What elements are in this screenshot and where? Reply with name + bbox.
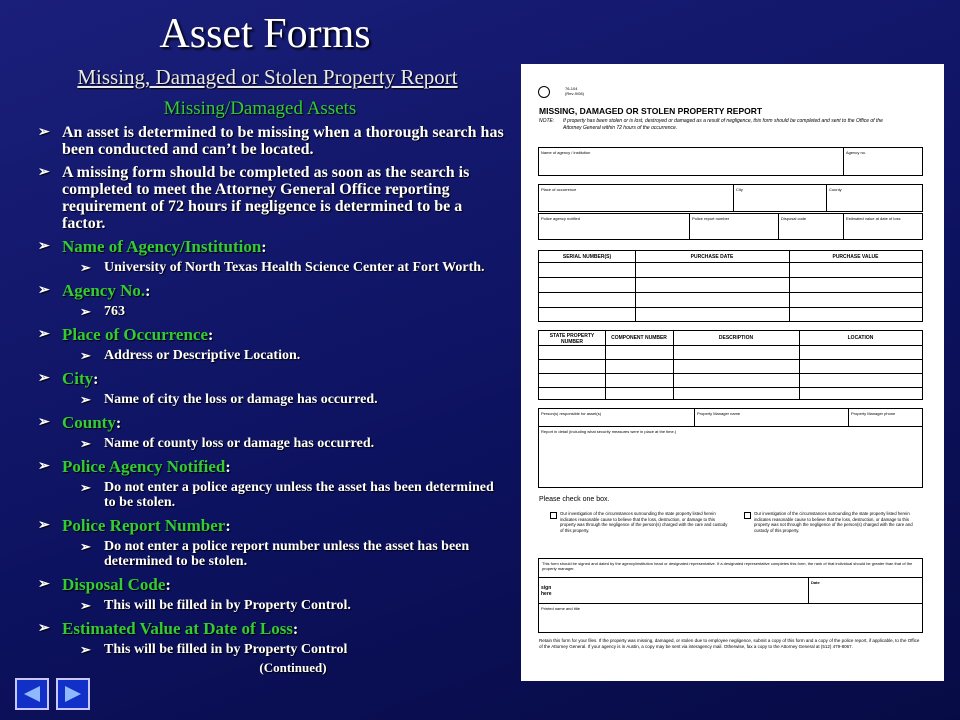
serial-number-table <box>538 250 923 322</box>
bullet-item <box>38 164 508 232</box>
field-persons-responsible: Person(s) responsible for asset(s) <box>538 408 695 427</box>
sub-bullet-item <box>80 304 508 319</box>
column-header: COMPONENT NUMBER <box>611 335 667 341</box>
field-disposal-code: Disposal code <box>778 213 844 240</box>
arrow-bullet-icon: ➢ <box>80 348 91 363</box>
sub-bullet-item <box>80 392 508 407</box>
sub-bullet-text: Do not enter a police agency unless the asset has been determined to be stolen. <box>104 480 494 510</box>
column-header: PURCHASE DATE <box>690 254 734 260</box>
arrow-bullet-icon: ➢ <box>80 436 91 451</box>
field-label: Name of Agency/Institution <box>62 237 262 256</box>
triangle-right-icon <box>63 685 83 703</box>
property-report-form-image <box>521 64 944 681</box>
check-right-text: Our investigation of the circumstances surrounding the state property listed herein indicates reasonable cause to believe that the loss, destruction, or damage to this property was not through the negligence of the person(s) charged with the care and custody of this property. <box>754 511 913 533</box>
arrow-bullet-icon: ➢ <box>38 621 50 636</box>
section-heading: Missing/Damaged Assets <box>163 98 357 119</box>
sub-bullet-text: Do not enter a police report number unless the asset has been determined to be stolen. <box>104 539 470 569</box>
field-label: Police Report Number <box>62 516 226 535</box>
field-police-report-number: Police report number <box>689 213 779 240</box>
sub-bullet-item <box>80 480 508 510</box>
slide-subtitle: Missing, Damaged or Stolen Property Report <box>77 65 458 89</box>
form-revision: (Rev-9/08) <box>565 91 584 96</box>
previous-slide-button[interactable] <box>15 678 49 710</box>
sub-bullet-text: This will be filled in by Property Control <box>104 642 348 657</box>
sub-bullet-text: 763 <box>104 304 125 319</box>
arrow-bullet-icon: ➢ <box>38 577 50 592</box>
bullet-item: ➢ Place of Occurrence: <box>38 325 214 344</box>
arrow-bullet-icon: ➢ <box>80 304 91 319</box>
bullet-item: ➢ Estimated Value at Date of Loss: <box>38 619 299 638</box>
sub-bullet-item <box>80 260 508 275</box>
field-label: Disposal Code <box>62 575 166 594</box>
column-header: PURCHASE VALUE <box>832 254 879 260</box>
field-property-manager-name: Property Manager name <box>694 408 849 427</box>
form-footer: Retain this form for your files. If the property was missing, damaged, or stolen due to employee negligence, submit a copy of this form and a copy of the police report, if applicable, to the Office of the Attorney General. If your agency is in Austin, a copy may be sent via interagency mail. Otherwise, fax a copy to the Attorney General at (512) 479-8067. <box>539 638 920 649</box>
checkbox-negligence <box>550 512 557 519</box>
field-agency-no: Agency no. <box>843 147 923 176</box>
field-estimated-value: Estimated value at date of loss <box>843 213 923 240</box>
form-note: If property has been stolen or is lost, destroyed or damaged as a result of negligence, this form should be completed and sent to the Office of the Attorney General within 72 hours of the occurrence. <box>563 118 883 131</box>
field-report-detail: Report in detail (including what security measures were in place at the time.) <box>538 426 923 488</box>
field-place-of-occurrence: Place of occurrence <box>538 184 734 212</box>
arrow-bullet-icon: ➢ <box>38 283 50 298</box>
arrow-bullet-icon: ➢ <box>80 480 91 495</box>
arrow-bullet-icon: ➢ <box>38 371 50 386</box>
check-instructions: Please check one box. <box>539 496 610 503</box>
sub-bullet-item <box>80 642 508 657</box>
bullet-text: An asset is determined to be missing when a thorough search has been conducted and can’t be located. <box>62 124 504 158</box>
arrow-bullet-icon: ➢ <box>38 165 50 180</box>
arrow-bullet-icon: ➢ <box>80 260 91 275</box>
form-heading: MISSING, DAMAGED OR STOLEN PROPERTY REPORT <box>539 106 763 116</box>
arrow-bullet-icon: ➢ <box>80 598 91 613</box>
signature-note-box: This form should be signed and dated by the agency/institution head or designated representative. If a designated representative completes this form, the rank of that individual should be greater than that of the property manager. <box>538 558 923 578</box>
sub-bullet-text: Name of county loss or damage has occurred. <box>104 436 375 451</box>
field-property-manager-phone: Property Manager phone <box>848 408 923 427</box>
sub-bullet-text: University of North Texas Health Science Center at Fort Worth. <box>104 260 485 275</box>
field-label: Agency No. <box>62 281 146 300</box>
triangle-left-icon <box>22 685 42 703</box>
sub-bullet-item <box>80 598 508 613</box>
arrow-bullet-icon: ➢ <box>38 459 50 474</box>
bullet-item: ➢ County: <box>38 413 122 432</box>
field-label: Estimated Value at Date of Loss <box>62 619 293 638</box>
arrow-bullet-icon: ➢ <box>38 125 50 140</box>
column-header: DESCRIPTION <box>718 335 754 341</box>
sub-bullet-item <box>80 348 508 363</box>
arrow-bullet-icon: ➢ <box>38 518 50 533</box>
bullet-item <box>38 124 508 158</box>
column-header: STATE PROPERTY NUMBER <box>549 333 595 345</box>
bullet-text: A missing form should be completed as soon as the search is completed to meet the Attorney General Office reporting requirement of 72 hours if negligence is determined to be a factor. <box>62 164 470 232</box>
bullet-item: ➢ Agency No.: <box>38 281 151 300</box>
sub-bullet-text: Address or Descriptive Location. <box>104 348 301 363</box>
column-header: SERIAL NUMBER(S) <box>562 254 612 260</box>
sub-bullet-text: Name of city the loss or damage has occurred. <box>104 392 378 407</box>
continued-note: (Continued) <box>259 660 327 675</box>
arrow-bullet-icon: ➢ <box>38 415 50 430</box>
checkbox-no-negligence <box>744 512 751 519</box>
sub-bullet-item <box>80 539 508 569</box>
date-field: Date <box>808 577 923 604</box>
field-label: Police Agency Notified <box>62 457 226 476</box>
sign-here-flag: sign here <box>541 585 552 597</box>
bullet-item: ➢ City: <box>38 369 99 388</box>
sub-bullet-text: This will be filled in by Property Control. <box>104 598 351 613</box>
field-county: County <box>826 184 923 212</box>
arrow-bullet-icon: ➢ <box>80 392 91 407</box>
arrow-bullet-icon: ➢ <box>80 642 91 657</box>
bullet-item: ➢ Name of Agency/Institution: <box>38 237 267 256</box>
check-left-text: Our investigation of the circumstances surrounding the state property listed herein indicates reasonable cause to believe that the loss, destruction, or damage to this property was through the negligence of the person(s) charged with the care and custody of this property. <box>560 511 728 533</box>
field-city: City <box>733 184 827 212</box>
bullet-item: ➢ Police Report Number: <box>38 516 231 535</box>
arrow-bullet-icon: ➢ <box>38 327 50 342</box>
state-property-table <box>538 330 923 400</box>
sub-bullet-item <box>80 436 508 451</box>
field-label: City <box>62 369 94 388</box>
arrow-bullet-icon: ➢ <box>38 239 50 254</box>
bullet-item: ➢ Disposal Code: <box>38 575 171 594</box>
field-agency-name: Name of agency / institution <box>538 147 844 176</box>
field-label: Place of Occurrence <box>62 325 209 344</box>
form-note-label: NOTE: <box>539 118 555 124</box>
field-label: County <box>62 413 116 432</box>
bullet-list <box>38 124 508 676</box>
field-police-agency: Police agency notified <box>538 213 690 240</box>
form-seal-logo <box>538 86 550 98</box>
arrow-bullet-icon: ➢ <box>80 539 91 554</box>
bullet-item: ➢ Police Agency Notified: <box>38 457 231 476</box>
signature-field <box>538 577 809 604</box>
form-number: 76-104 <box>565 86 578 91</box>
slide-title: Asset Forms <box>159 11 371 57</box>
printed-name-field: Printed name and title <box>538 603 923 633</box>
column-header: LOCATION <box>847 335 874 341</box>
next-slide-button[interactable] <box>56 678 90 710</box>
